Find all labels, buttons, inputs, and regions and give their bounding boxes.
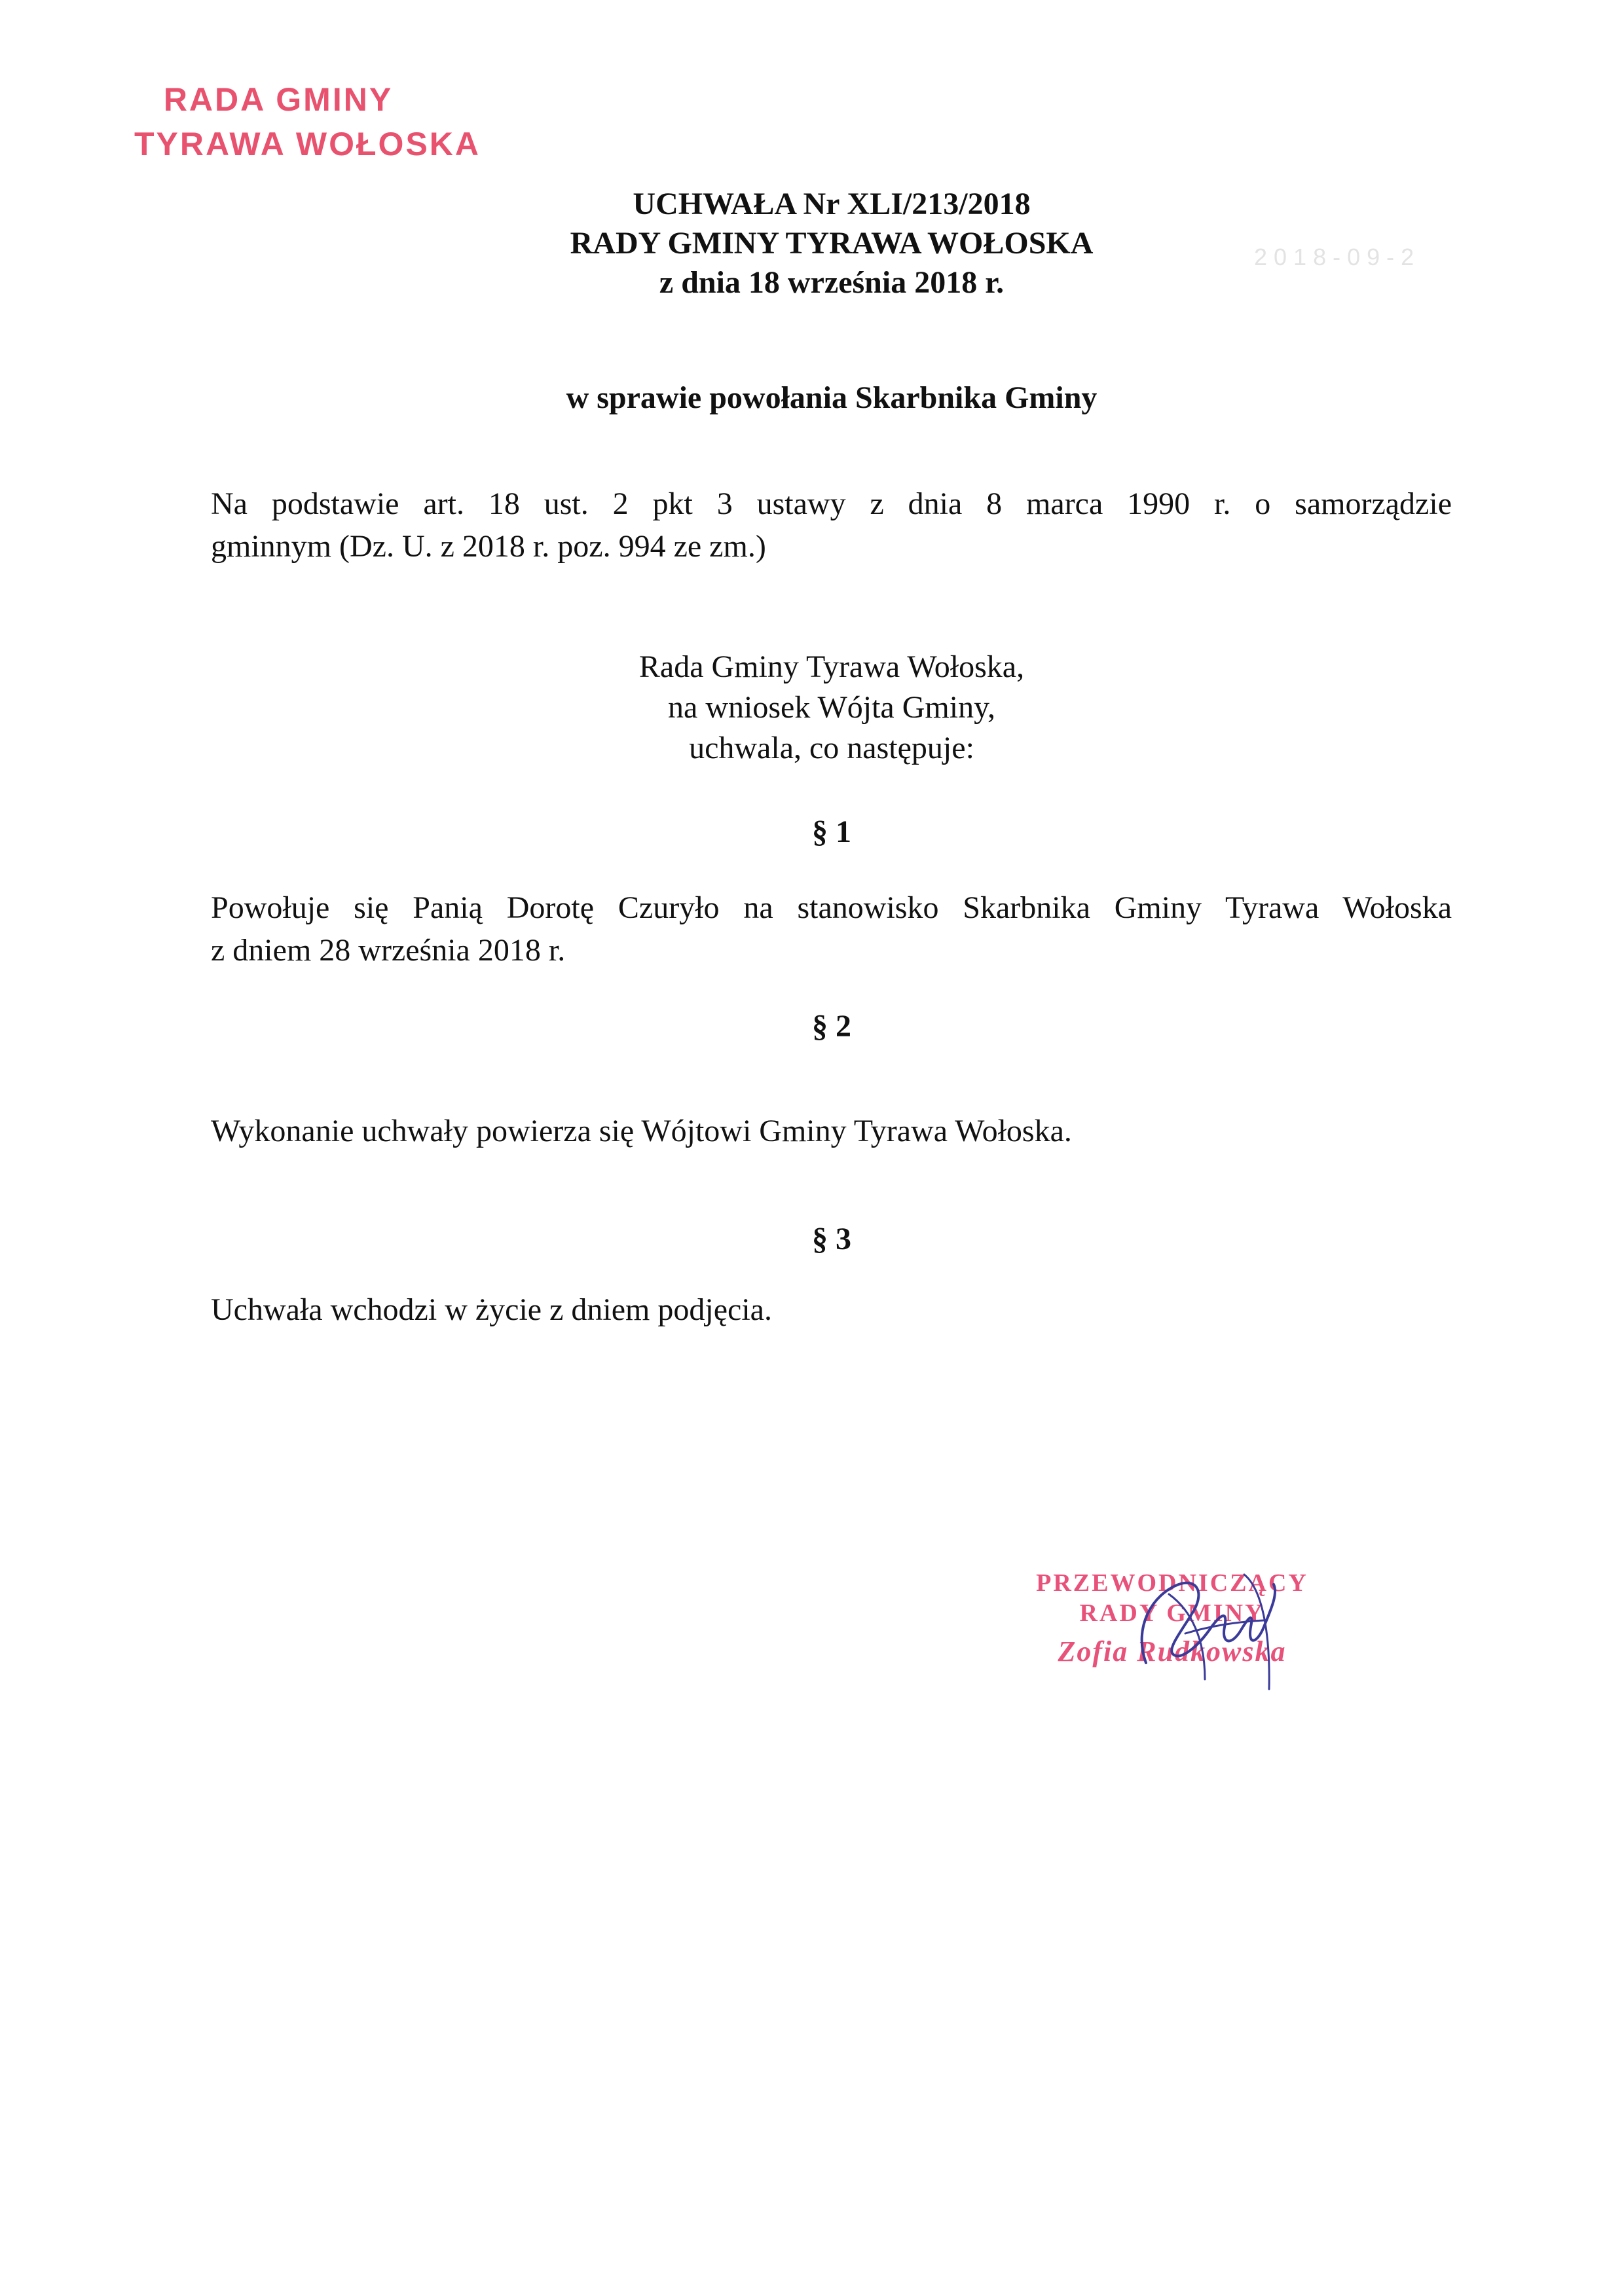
faint-date-stamp: 2018-09-2: [1254, 244, 1421, 270]
resolution-date: z dnia 18 września 2018 r.: [659, 265, 1005, 300]
section-3-line1: Uchwała wchodzi w życie z dniem podjęcia.: [211, 1292, 772, 1327]
handwritten-signature: [1107, 1548, 1303, 1699]
section-1-text: [211, 886, 1452, 972]
chairperson-stamp-name: Zofia Rudkowska: [1058, 1635, 1287, 1667]
legal-basis-line1: Na podstawie art. 18 ust. 2 pkt 3 ustawy z dnia 8 marca 1990 r. o samorządzie: [211, 486, 1452, 521]
council-line3: uchwala, co następuje:: [689, 731, 974, 765]
resolution-subject: w sprawie powołania Skarbnika Gminy: [566, 380, 1098, 415]
resolution-issuer: RADY GMINY TYRAWA WOŁOSKA: [570, 226, 1094, 261]
legal-basis-line2: gminnym (Dz. U. z 2018 r. poz. 994 ze zm.): [211, 529, 766, 564]
council-line1: Rada Gminy Tyrawa Wołoska,: [638, 649, 1025, 684]
council-stamp-line1: RADA GMINY: [163, 81, 394, 118]
legal-basis: [211, 483, 1452, 568]
section-1-mark: § 1: [812, 814, 851, 849]
section-1-line1: Powołuje się Panią Dorotę Czuryło na stanowisko Skarbnika Gminy Tyrawa Wołoska: [211, 890, 1452, 925]
section-1-line2: z dniem 28 września 2018 r.: [211, 933, 566, 968]
section-3-mark: § 3: [812, 1222, 851, 1256]
resolution-number: UCHWAŁA Nr XLI/213/2018: [633, 187, 1031, 221]
chairperson-stamp-title: PRZEWODNICZĄCY: [1036, 1569, 1308, 1597]
council-stamp: [134, 77, 481, 166]
section-2-line1: Wykonanie uchwały powierza się Wójtowi Gminy Tyrawa Wołoska.: [211, 1114, 1072, 1148]
council-stamp-line2: TYRAWA WOŁOSKA: [134, 126, 481, 162]
chairperson-stamp-body: RADY GMINY: [1079, 1599, 1265, 1627]
council-line2: na wniosek Wójta Gminy,: [668, 690, 995, 725]
section-2-text: [211, 1110, 1452, 1152]
section-3-text: [211, 1288, 1452, 1331]
council-decision-intro: [0, 647, 1624, 769]
section-2-mark: § 2: [812, 1009, 851, 1044]
resolution-header: [0, 185, 1624, 302]
